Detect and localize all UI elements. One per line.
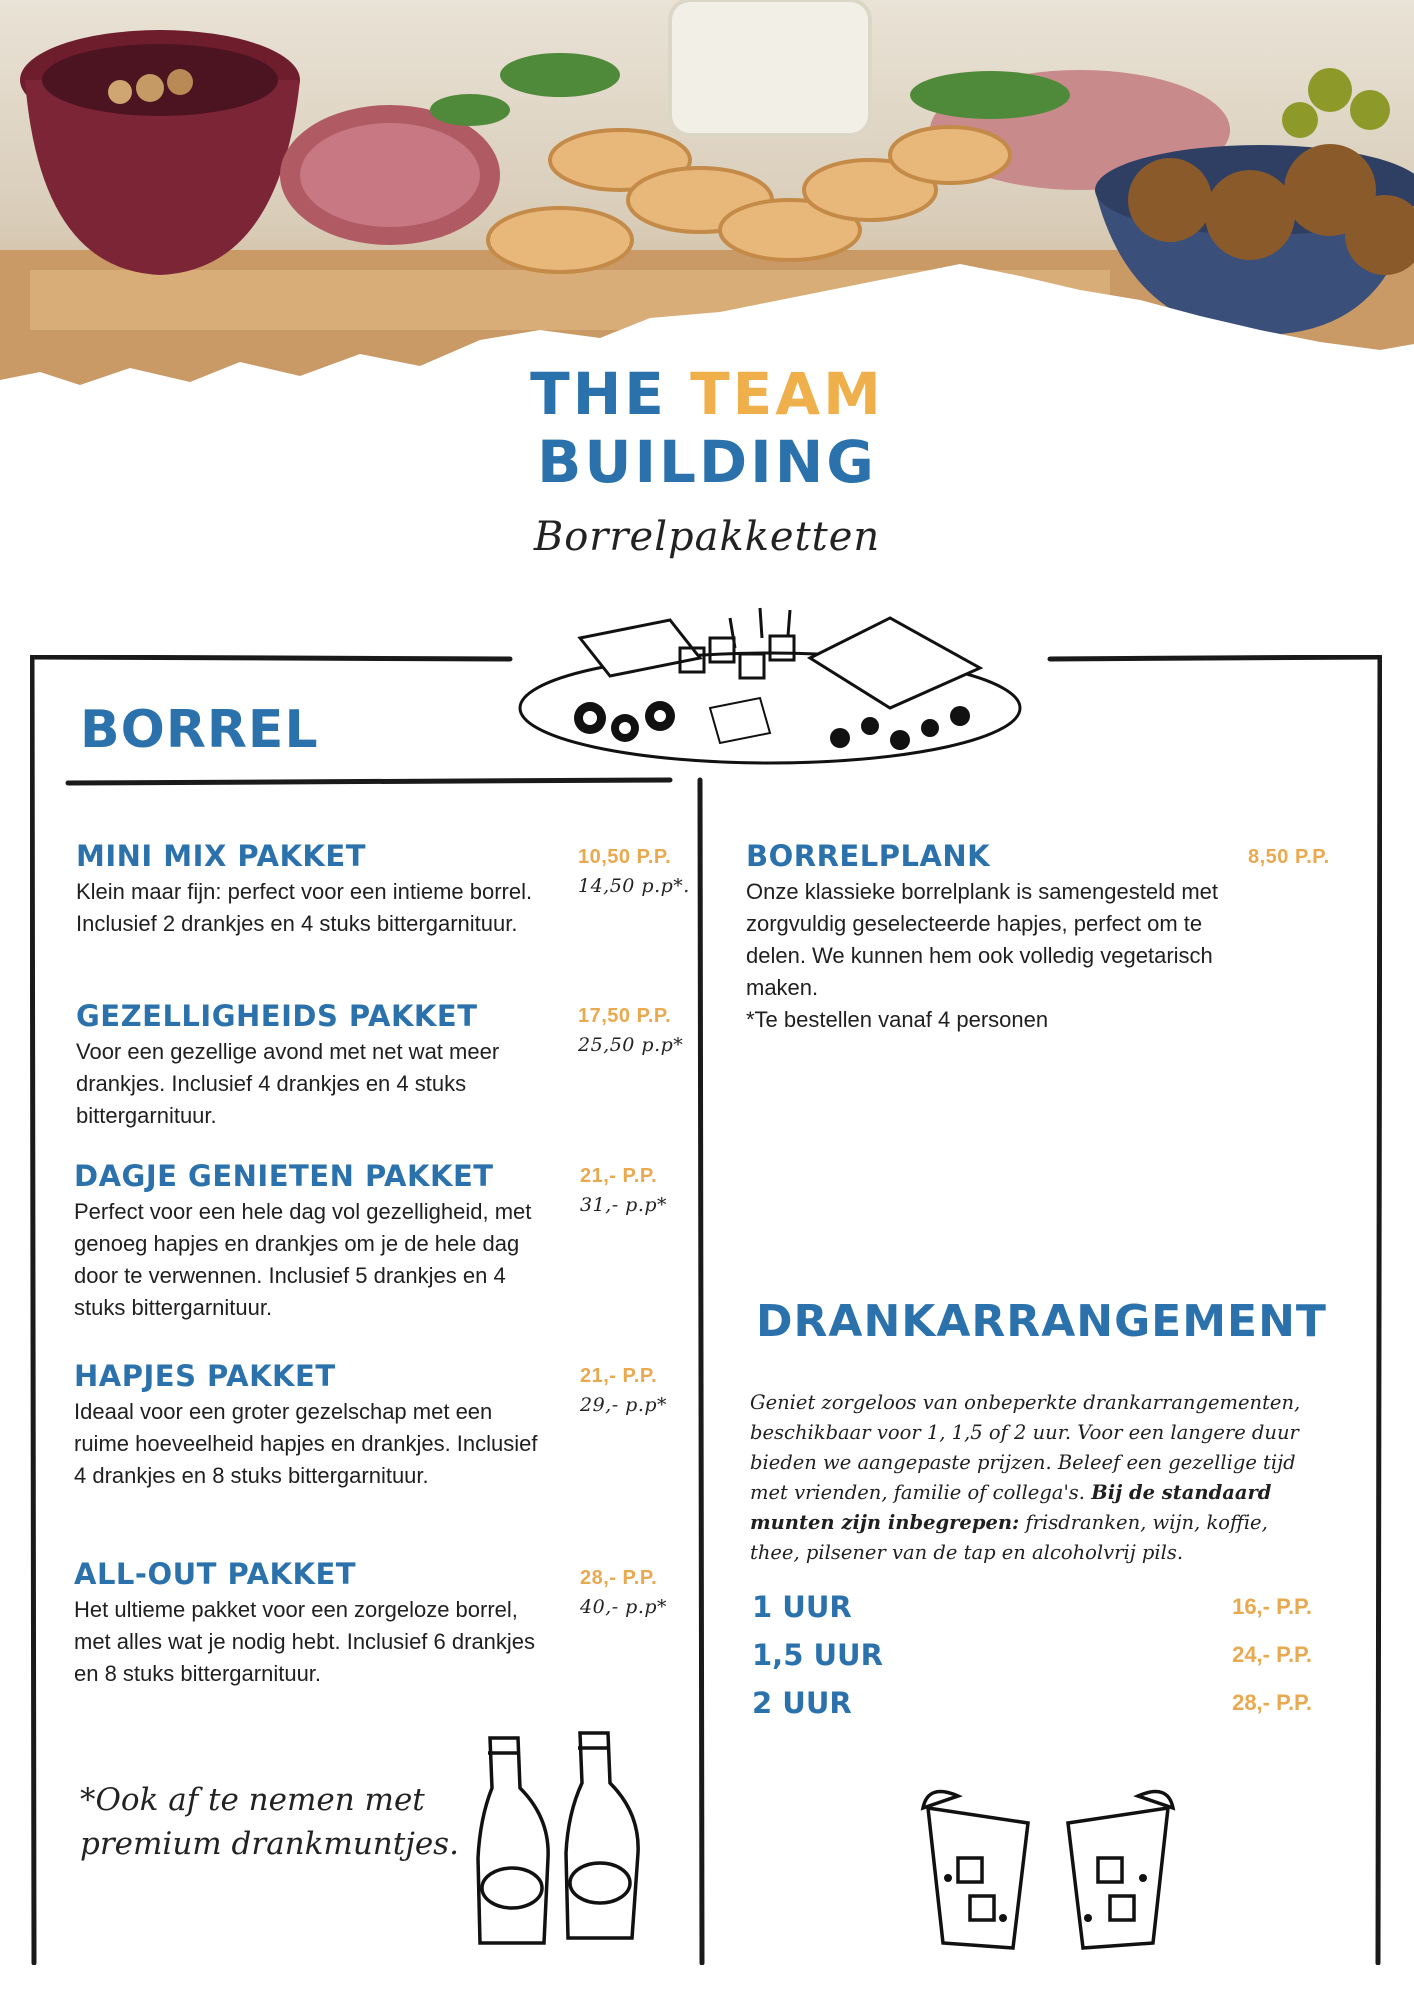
package-description: Ideaal voor een groter gezelschap met een ruime hoeveelheid hapjes en drankjes. Inclusief 4 drankjes en 8 stuks bittergarnituur. (74, 1399, 538, 1488)
package-all-out (74, 1556, 544, 1690)
borrelplank-note: *Te bestellen vanaf 4 personen (746, 1007, 1049, 1032)
price-premium: 25,50 p.p* (578, 1034, 684, 1056)
tier-name: 1,5 UUR (752, 1638, 883, 1672)
price-premium: 29,- p.p* (580, 1394, 668, 1416)
drank-tier-1-uur (752, 1590, 1312, 1630)
borrel-section-title: BORREL (80, 700, 319, 760)
title-word-the: THE (530, 360, 667, 428)
tier-price: 16,- P.P. (1232, 1594, 1312, 1619)
tier-price: 28,- P.P. (1232, 1690, 1312, 1715)
page-title-line-1 (0, 360, 1414, 428)
price-standard: 21,- P.P. (580, 1165, 658, 1187)
tier-price: 24,- P.P. (1232, 1642, 1312, 1667)
drank-intro-tail: frisdranken, wijn, koffie, thee, pilsener van de tap en alcoholvrij pils. (750, 1511, 1268, 1564)
price-premium: 40,- p.p* (580, 1596, 668, 1618)
package-price (578, 1005, 683, 1056)
drank-tier-1-5-uur (752, 1638, 1312, 1678)
package-description: Perfect voor een hele dag vol gezelligheid, met genoeg hapjes en drankjes om je de hele dag door te verwennen. Inclusief 5 drankjes en 4 stuks bittergarnituur. (74, 1199, 532, 1320)
drank-intro-bold: Bij de standaard munten zijn inbegrepen: (750, 1481, 1272, 1534)
title-word-team: TEAM (690, 360, 884, 428)
tier-name: 2 UUR (752, 1686, 852, 1720)
cocktail-glasses-icon (918, 1778, 1178, 1958)
package-dagje-genieten (74, 1158, 544, 1324)
title-block (0, 360, 1414, 560)
borrelplank-description: Onze klassieke borrelplank is samengesteld met zorgvuldig geselecteerde hapjes, perfect om te delen. We kunnen hem ook volledig vegetarisch maken. (746, 879, 1219, 1000)
price-standard: 21,- P.P. (580, 1365, 658, 1387)
price-premium: 31,- p.p* (580, 1194, 668, 1216)
drank-tier-2-uur (752, 1686, 1312, 1726)
tier-name: 1 UUR (752, 1590, 852, 1624)
page-subtitle: Borrelpakketten (533, 514, 881, 560)
price-standard: 10,50 P.P. (578, 846, 672, 868)
price-standard: 17,50 P.P. (578, 1005, 672, 1027)
package-price (580, 1567, 667, 1618)
borrelplank (746, 838, 1246, 1036)
beer-bottles-icon (470, 1728, 650, 1958)
package-hapjes (74, 1358, 544, 1492)
drank-section-title: DRANKARRANGEMENT (756, 1296, 1327, 1347)
premium-footnote: *Ook af te nemen met premium drankmuntjes. (80, 1782, 459, 1862)
drank-intro (750, 1388, 1320, 1568)
package-description: Het ultieme pakket voor een zorgeloze borrel, met alles wat je nodig hebt. Inclusief 6 drankjes en 8 stuks bittergarnituur. (74, 1597, 536, 1686)
package-price (580, 1165, 667, 1216)
package-name: DAGJE GENIETEN PAKKET (74, 1159, 494, 1193)
food-platter-icon (510, 598, 1030, 778)
drank-intro-text: Geniet zorgeloos van onbeperkte drankarrangementen, beschikbaar voor 1, 1,5 of 2 uur. Voor een langere duur bieden we aangepaste prijzen. Beleef een gezellige tijd met vrienden, familie of collega's. (750, 1391, 1301, 1504)
package-name: MINI MIX PAKKET (76, 839, 366, 873)
page-title-line-2: BUILDING (537, 428, 877, 496)
package-price (578, 846, 690, 897)
hero-food-photo (0, 0, 1414, 400)
package-price (580, 1365, 667, 1416)
package-gezelligheids (76, 998, 546, 1132)
price-standard: 28,- P.P. (580, 1567, 658, 1589)
price-premium: 14,50 p.p*. (578, 875, 690, 897)
package-description: Klein maar fijn: perfect voor een intieme borrel. Inclusief 2 drankjes en 4 stuks bittergarnituur. (76, 879, 533, 936)
borrelplank-price: 8,50 P.P. (1248, 846, 1330, 868)
package-description: Voor een gezellige avond met net wat meer drankjes. Inclusief 4 drankjes en 4 stuks bittergarnituur. (76, 1039, 500, 1128)
package-name: GEZELLIGHEIDS PAKKET (76, 999, 478, 1033)
package-name: HAPJES PAKKET (74, 1359, 336, 1393)
package-mini-mix (76, 838, 546, 940)
package-name: ALL-OUT PAKKET (74, 1557, 357, 1591)
borrelplank-name: BORRELPLANK (746, 839, 991, 873)
